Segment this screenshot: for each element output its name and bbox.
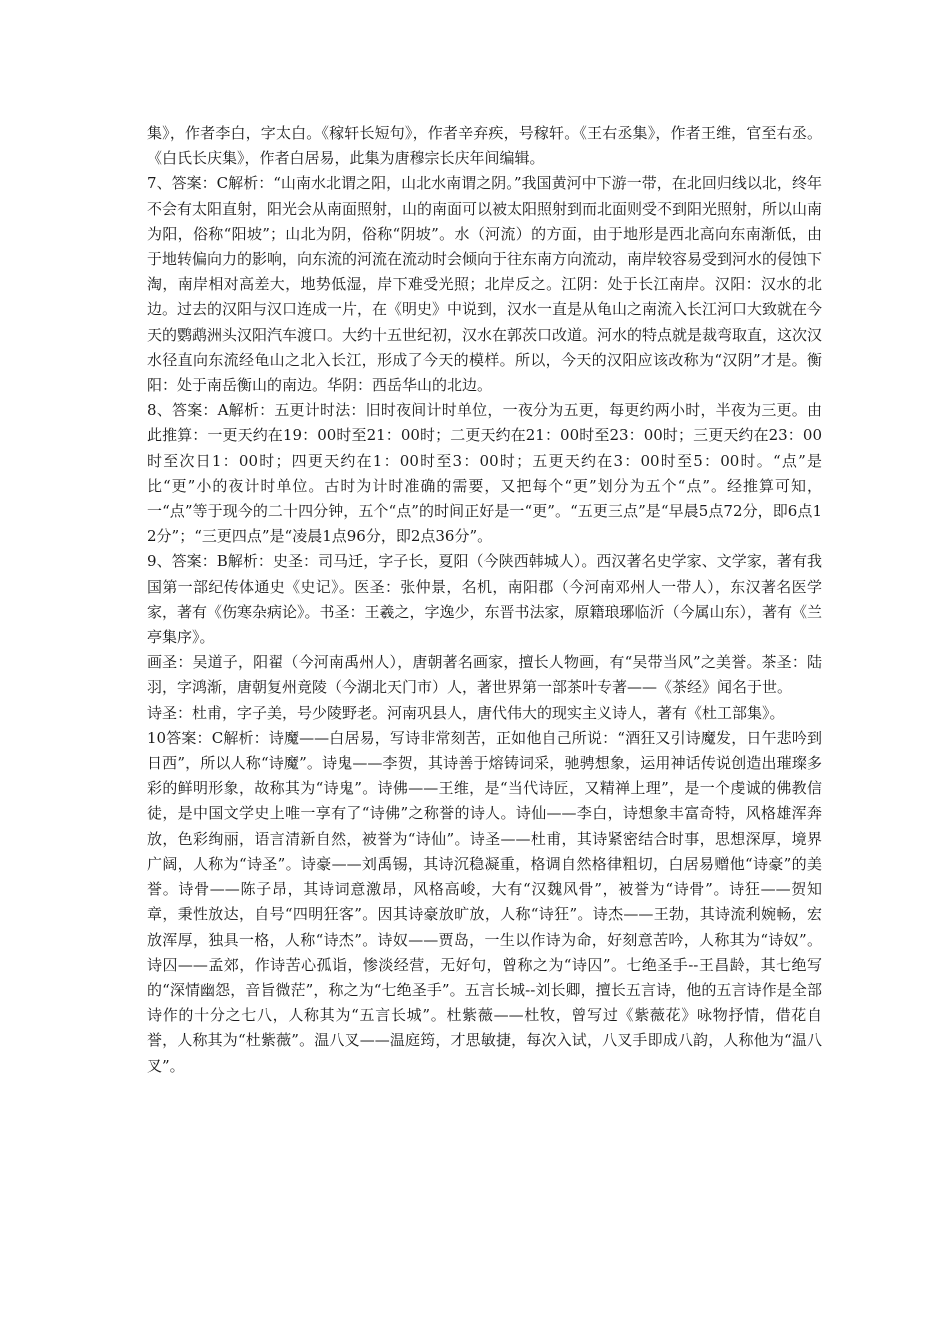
paragraph-poetry-sage: 诗圣：杜甫，字子美，号少陵野老。河南巩县人，唐代伟大的现实主义诗人，著有《杜工部集》。	[147, 703, 785, 722]
paragraph-answer-8: 8、答案：A解析：五更计时法：旧时夜间计时单位，一夜分为五更，每更约两小时，半夜为三更。由此推算：一更天约在19：00时至21：00时；二更天约在21：00时至23：00时；三更天约在23：00时至次日1：00时；四更天约在1：00时至3：00时；五更天约在3：00时至5：00时。“点”是比“更”小的夜计时单位。古时为计时准确的需要，又把每个“更”划分为五个“点”。经推算可知，一“点”等于现今的二十四分钟，五个“点”的时间正好是一“更”。“五更三点”是“早晨5点72分，即6点12分”；“三更四点”是“凌晨1点96分，即2点36分”。	[147, 401, 822, 546]
document-body	[147, 121, 822, 1079]
paragraph-answer-10: 10答案：C解析：诗魔——白居易，写诗非常刻苦，正如他自己所说：“酒狂又引诗魔发，日午悲吟到日西”，所以人称“诗魔”。诗鬼——李贺，其诗善于熔铸词采，驰骋想象，运用神话传说创造出璀璨多彩的鲜明形象，故称其为“诗鬼”。诗佛——王维，是“当代诗匠，又精禅上理”，是一个虔诚的佛教信徒，是中国文学史上唯一享有了“诗佛”之称誉的诗人。诗仙——李白，诗想象丰富奇特，风格雄浑奔放，色彩绚丽，语言清新自然，被誉为“诗仙”。诗圣——杜甫，其诗紧密结合时事，思想深厚，境界广阔，人称为“诗圣”。诗豪——刘禹锡，其诗沉稳凝重，格调自然格律粗切，白居易赠他“诗豪”的美誉。诗骨——陈子昂，其诗词意激昂，风格高峻，大有“汉魏风骨”，被誉为“诗骨”。诗狂——贺知章，秉性放达，自号“四明狂客”。因其诗豪放旷放，人称“诗狂”。诗杰——王勃，其诗流利婉畅，宏放浑厚，独具一格，人称“诗杰”。诗奴——贾岛，一生以作诗为命，好刻意苦吟，人称其为“诗奴”。诗囚——孟郊，作诗苦心孤诣，惨淡经营，无好句，曾称之为“诗囚”。七绝圣手--王昌龄，其七绝写的“深情幽怨，音旨微茫”，称之为“七绝圣手”。五言长城--刘长卿，擅长五言诗，他的五言诗作是全部诗作的十分之七八，人称其为“五言长城”。杜紫薇——杜牧，曾写过《紫薇花》咏物抒情，借花自誉，人称其为“杜紫薇”。温八叉——温庭筠，才思敏捷，每次入试，八叉手即成八韵，人称他为“温八叉”。	[147, 728, 822, 1075]
paragraph-book-authors: 集》，作者李白，字太白。《稼轩长短句》，作者辛弃疾，号稼轩。《王右丞集》，作者王维，官至右丞。《白氏长庆集》，作者白居易，此集为唐穆宗长庆年间编辑。	[147, 124, 822, 168]
paragraph-answer-9: 9、答案：B解析：史圣：司马迁，字子长，夏阳（今陕西韩城人）。西汉著名史学家、文学家，著有我国第一部纪传体通史《史记》。医圣：张仲景，名机，南阳郡（今河南邓州人一带人），东汉著名医学家，著有《伤寒杂病论》。书圣：王羲之，字逸少，东晋书法家，原籍琅琊临沂（今属山东），著有《兰亭集序》。	[147, 552, 823, 647]
paragraph-painting-tea-sages: 画圣：吴道子，阳翟（今河南禹州人），唐朝著名画家，擅长人物画，有“吴带当风”之美誉。茶圣：陆羽，字鸿渐，唐朝复州竟陵（今湖北天门市）人，著世界第一部茶叶专著——《茶经》闻名于世。	[147, 653, 822, 697]
paragraph-answer-7: 7、答案：C解析：“山南水北谓之阳，山北水南谓之阴。”我国黄河中下游一带，在北回归线以北，终年不会有太阳直射，阳光会从南面照射，山的南面可以被太阳照射到而北面则受不到阳光照射，所以山南为阳，俗称“阳坡”；山北为阴，俗称“阴坡”。水（河流）的方面，由于地形是西北高向东南渐低，由于地转偏向力的影响，向东流的河流在流动时会倾向于往东南方向流动，南岸较容易受到河水的侵蚀下淘，南岸相对高差大，地势低湿，岸下难受光照；北岸反之。江阴：处于长江南岸。汉阳：汉水的北边。过去的汉阳与汉口连成一片，在《明史》中说到，汉水一直是从龟山之南流入长江河口大致就在今天的鹦鹉洲头汉阳汽车渡口。大约十五世纪初，汉水在郭茨口改道。河水的特点就是裁弯取直，这次汉水径直向东流经龟山之北入长江，形成了今天的模样。所以，今天的汉阳应该改称为“汉阴”才是。衡阳：处于南岳衡山的南边。华阴：西岳华山的北边。	[147, 174, 823, 395]
